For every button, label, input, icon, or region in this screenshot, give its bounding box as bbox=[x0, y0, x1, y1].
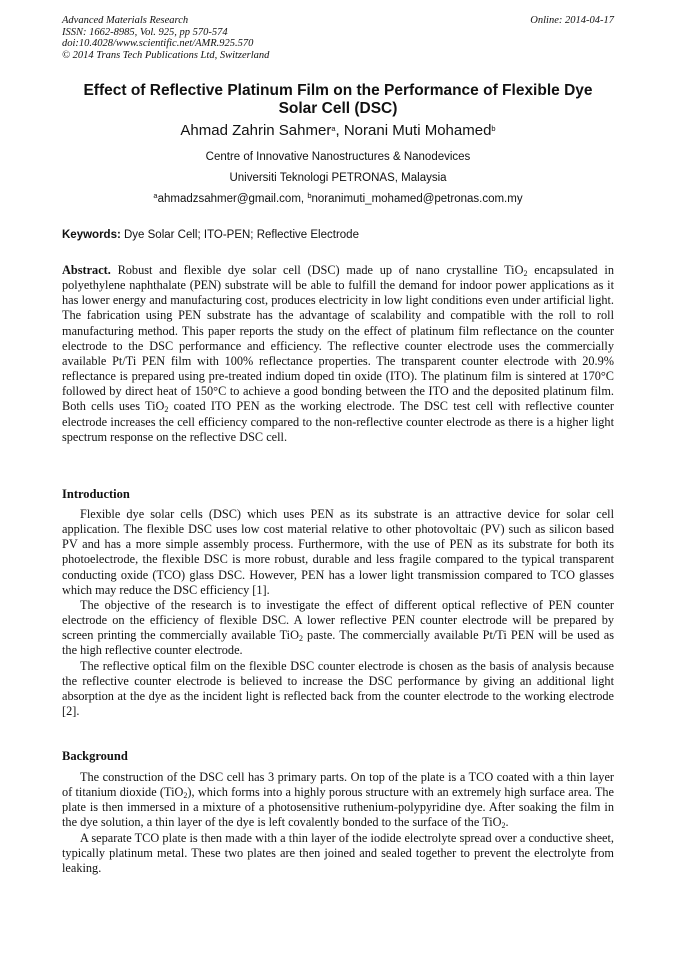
email-2-sup: b bbox=[307, 191, 312, 200]
email-1[interactable]: ahmadzsahmer@gmail.com, bbox=[157, 193, 308, 205]
abstract-text-3: coated ITO PEN as the working electrode. The DSC test cell with reflective counter electrode increases the cell efficiency compared to the non-reflective counter electrode as there is a higher light spectrum response on the reflective DSC cell. bbox=[62, 399, 614, 444]
intro-p2-text-b: paste. The commercially available Pt/Ti PEN will be used as the high reflective counter electrode. bbox=[62, 628, 614, 658]
abstract-sub-1: 2 bbox=[523, 269, 528, 278]
copyright: © 2014 Trans Tech Publications Ltd, Switzerland bbox=[62, 49, 270, 61]
issn: ISSN: 1662-8985, Vol. 925, pp 570-574 bbox=[62, 26, 228, 38]
intro-p2-sub: 2 bbox=[298, 634, 303, 644]
introduction-paragraph-1: Flexible dye solar cells (DSC) which uses PEN as its substrate is an attractive device for solar cell application. The flexible DSC uses low cost material relative to other photovoltaic (PV) such as silicon based PV and has a more simple assembly process. Furthermore, with the use of PEN as its substrate for both its photoelectrode, the flexible DSC is more robust, durable and less fragile compared to the typical transparent conducting oxide (TCO) glass DSC. However, PEN has a lower light transmission compared to TCO glasses which may reduce the DSC efficiency [1]. bbox=[62, 507, 614, 597]
affiliation-line-2: Universiti Teknologi PETRONAS, Malaysia bbox=[229, 172, 447, 184]
email-1-sup: a bbox=[153, 191, 158, 200]
author-1: Ahmad Zahrin Sahmer bbox=[180, 122, 332, 139]
background-paragraph-2: A separate TCO plate is then made with a thin layer of the iodide electrolyte spread over a conductive sheet, typically platinum metal. These two plates are then joined and sealed together to prevent the electrolyte from leaking. bbox=[62, 830, 614, 875]
abstract-text-2: encapsulated in polyethylene naphthalate (PEN) substrate will be able to fulfill the demand for indoor power applications as it has lower energy and manufacturing cost, produces electricity in low light conditions even under artificial light. The fabrication using PEN substrate has the advantage of scalability and compatible with the roll to roll manufacturing method. This paper reports the study on the effect of platinum film reflectance on the counter electrode to the DSC performance and efficiency. The reflective counter electrode uses the commercially available Pt/Ti PEN film with 100% reflectance properties. The transparent counter electrode with 20.9% reflectance is prepared using pre-treated indium doped tin oxide (ITO). The platinum film is sintered at 170°C followed by direct heat of 150°C to achieve a good bonding between the ITO and the deposited platinum film. Both cells uses TiO bbox=[62, 263, 614, 414]
online-date: Online: 2014-04-17 bbox=[530, 15, 614, 26]
author-emails bbox=[62, 192, 614, 206]
author-separator: , bbox=[335, 122, 344, 139]
bg-p1-text-c: . bbox=[505, 815, 509, 830]
abstract-sub-2: 2 bbox=[164, 405, 169, 415]
authors bbox=[62, 122, 614, 140]
affiliation-line-1: Centre of Innovative Nanostructures & Nanodevices bbox=[205, 151, 471, 163]
background-body bbox=[62, 770, 614, 876]
journal-name: Advanced Materials Research bbox=[62, 15, 189, 26]
bg-p1-text-a: The construction of the DSC cell has 3 primary parts. On top of the plate is a TCO coated with a thin layer of titanium dioxide (TiO bbox=[62, 770, 614, 800]
author-2: Norani Muti Mohamed bbox=[343, 122, 492, 139]
journal-header bbox=[62, 15, 614, 61]
keywords-text: Dye Solar Cell; ITO-PEN; Reflective Electrode bbox=[120, 229, 359, 241]
paper-title: Effect of Reflective Platinum Film on the Performance of Flexible Dye Solar Cell (DSC) bbox=[83, 82, 593, 117]
abstract bbox=[62, 263, 614, 445]
bg-p1-sub-2: 2 bbox=[501, 821, 506, 831]
introduction-body bbox=[62, 507, 614, 719]
author-1-sup: a bbox=[331, 124, 336, 133]
abstract-label: Abstract. bbox=[62, 263, 111, 277]
bg-p1-sub-1: 2 bbox=[183, 791, 188, 801]
intro-p2-text-a: The objective of the research is to investigate the effect of different optical reflective of PEN counter electrode on the efficiency of flexible DSC. A lower reflective PEN counter electrode will be prepared by screen printing the commercially available TiO bbox=[62, 597, 614, 643]
background-heading: Background bbox=[62, 749, 128, 763]
keywords bbox=[62, 228, 614, 242]
introduction-paragraph-2 bbox=[62, 598, 614, 659]
author-2-sup: b bbox=[491, 124, 496, 133]
email-2[interactable]: noranimuti_mohamed@petronas.com.my bbox=[311, 193, 523, 205]
keywords-label: Keywords: bbox=[62, 229, 121, 241]
introduction-heading: Introduction bbox=[62, 487, 130, 501]
bg-p1-text-b: ), which forms into a highly porous structure with an extremely high surface area. The plate is then immersed in a mixture of a photosensitive ruthenium-polypyridine dye. After soaking the film in the dye solution, a thin layer of the dye is left covalently bonded to the surface of the TiO bbox=[62, 785, 614, 830]
doi: doi:10.4028/www.scientific.net/AMR.925.570 bbox=[62, 38, 254, 49]
abstract-text-1: Robust and flexible dye solar cell (DSC) made up of nano crystalline TiO bbox=[110, 263, 524, 277]
introduction-paragraph-3: The reflective optical film on the flexible DSC counter electrode is chosen as the basis of analysis because the reflective counter electrode is believed to increase the DSC performance by giving an additional light absorption at the dye as the incident light is reflected back from the counter electrode to the working electrode [2]. bbox=[62, 658, 614, 719]
background-paragraph-1 bbox=[62, 770, 614, 831]
